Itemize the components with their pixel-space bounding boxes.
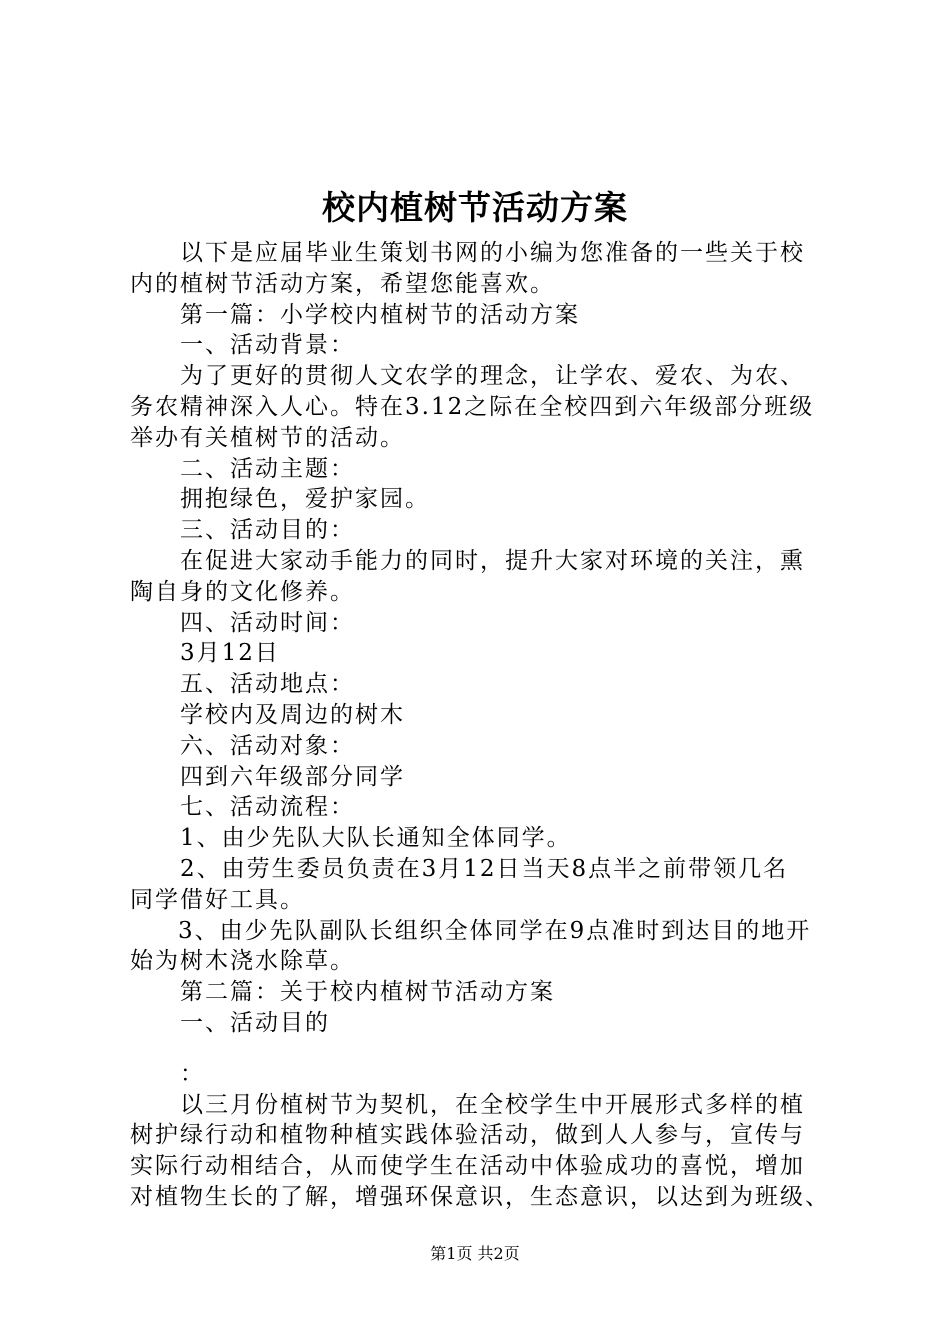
subheading: 六、活动对象： — [180, 732, 355, 759]
paragraph-line: 内的植树节活动方案，希望您能喜欢。 — [130, 270, 555, 297]
document-body — [130, 238, 830, 1213]
subheading: 二、活动主题： — [180, 455, 355, 482]
paragraph-line: 举办有关植树节的活动。 — [130, 424, 405, 451]
paragraph-line: 在促进大家动手能力的同时，提升大家对环境的关注，熏 — [180, 547, 805, 574]
paragraph-line: 为了更好的贯彻人文农学的理念，让学农、爱农、为农、 — [180, 363, 805, 390]
paragraph-line: 3月12日 — [180, 640, 280, 667]
page-footer: 第1页 共2页 — [430, 1244, 520, 1263]
subheading: 三、活动目的： — [180, 517, 355, 544]
paragraph-line: 实际行动相结合，从而使学生在活动中体验成功的喜悦，增加 — [130, 1153, 805, 1180]
paragraph-line: 四到六年级部分同学 — [180, 763, 405, 790]
paragraph-line: 务农精神深入人心。特在3.12之际在全校四到六年级部分班级 — [130, 393, 815, 420]
subheading: 五、活动地点： — [180, 671, 355, 698]
paragraph-line: 始为树木浇水除草。 — [130, 948, 355, 975]
paragraph-line: 对植物生长的了解，增强环保意识，生态意识，以达到为班级、 — [130, 1183, 830, 1210]
paragraph-line: 同学借好工具。 — [130, 886, 305, 913]
spacer — [130, 1039, 830, 1059]
list-item: 1、由少先队大队长通知全体同学。 — [180, 825, 572, 852]
section-heading: 第一篇：小学校内植树节的活动方案 — [180, 301, 580, 328]
paragraph-line: 陶自身的文化修养。 — [130, 578, 355, 605]
paragraph-line: 拥抱绿色，爱护家园。 — [180, 486, 430, 513]
subheading: 一、活动背景： — [180, 332, 355, 359]
paragraph-line: 学校内及周边的树木 — [180, 701, 405, 728]
subheading: 一、活动目的 — [180, 1009, 330, 1036]
document-title: 校内植树节活动方案 — [322, 188, 628, 227]
paragraph-line: ： — [180, 1060, 205, 1087]
subheading: 七、活动流程： — [180, 794, 355, 821]
paragraph-line: 以三月份植树节为契机，在全校学生中开展形式多样的植 — [180, 1091, 805, 1118]
section-heading: 第二篇：关于校内植树节活动方案 — [180, 979, 555, 1006]
list-item: 2、由劳生委员负责在3月12日当天8点半之前带领几名 — [180, 855, 789, 882]
subheading: 四、活动时间： — [180, 609, 355, 636]
paragraph-line: 以下是应届毕业生策划书网的小编为您准备的一些关于校 — [180, 240, 805, 266]
list-item: 3、由少先队副队长组织全体同学在9点准时到达目的地开 — [178, 917, 812, 944]
paragraph-line: 树护绿行动和植物种植实践体验活动，做到人人参与，宣传与 — [130, 1122, 805, 1149]
